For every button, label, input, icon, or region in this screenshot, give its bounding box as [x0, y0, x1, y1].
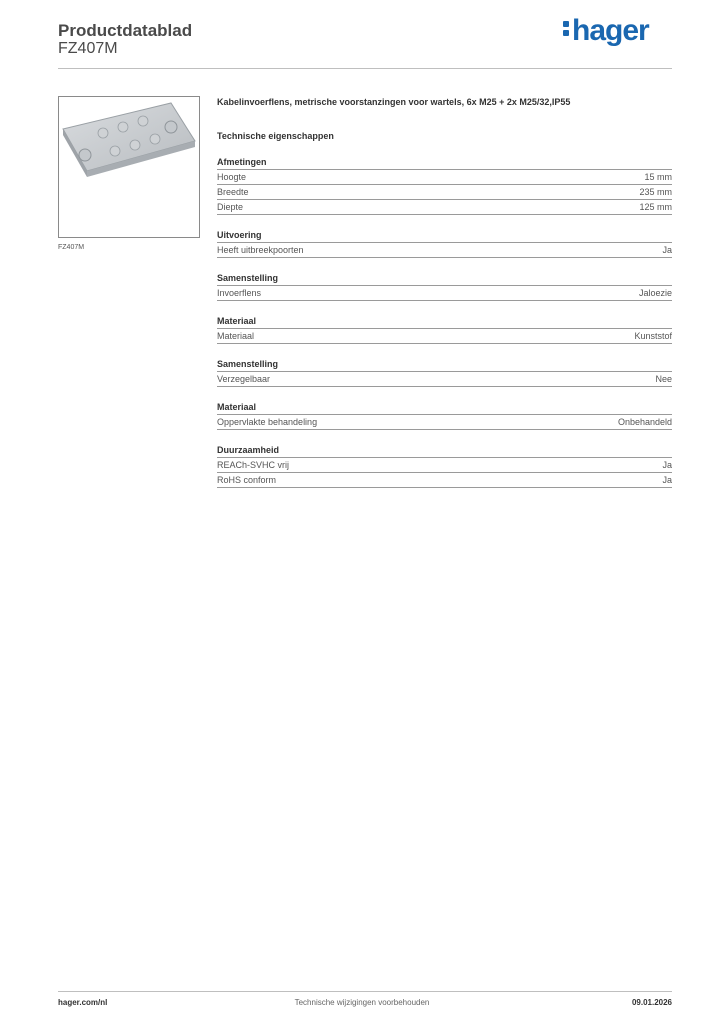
spec-row: [217, 415, 672, 430]
spec-label: Heeft uitbreekpoorten: [217, 245, 304, 255]
spec-value: 235 mm: [639, 187, 672, 197]
spec-value: Nee: [655, 374, 672, 384]
spec-row: [217, 473, 672, 488]
page-title: Productdatablad: [58, 21, 193, 40]
spec-row: [217, 243, 672, 258]
spec-section: [217, 401, 672, 430]
spec-label: Hoogte: [217, 172, 247, 182]
spec-label: Materiaal: [217, 331, 255, 341]
spec-value: Onbehandeld: [617, 417, 672, 427]
spec-value: Jaloezie: [638, 288, 672, 298]
spec-section: [217, 229, 672, 258]
spec-label: Breedte: [217, 187, 249, 197]
section-title: Duurzaamheid: [217, 444, 672, 458]
footer-website-link[interactable]: hager.com/nl: [58, 998, 108, 1007]
spec-label: Diepte: [217, 202, 244, 212]
section-title: Materiaal: [217, 315, 672, 329]
product-code: FZ407M: [58, 40, 118, 57]
spec-section: [217, 272, 672, 301]
footer-date: 09.01.2026: [631, 998, 672, 1007]
spec-value: Ja: [662, 245, 672, 255]
section-title: Afmetingen: [217, 156, 672, 170]
spec-label: REACh-SVHC vrij: [217, 460, 290, 470]
spec-section: [217, 358, 672, 387]
section-title: Uitvoering: [217, 229, 672, 243]
spec-section: [217, 444, 672, 488]
product-image: [58, 96, 200, 238]
spec-value: Ja: [662, 460, 672, 470]
logo-text: hager: [572, 14, 649, 47]
footer-notice: Technische wijzigingen voorbehouden: [294, 998, 430, 1007]
spec-row: [217, 286, 672, 301]
spec-row: [217, 200, 672, 215]
cable-entry-plate-icon: [59, 97, 199, 237]
spec-row: [217, 329, 672, 344]
product-description: Kabelinvoerflens, metrische voorstanzingen voor wartels, 6x M25 + 2x M25/32,IP55: [217, 97, 571, 107]
spec-label: Verzegelbaar: [217, 374, 271, 384]
logo-dots-icon: [563, 18, 569, 38]
spec-row: [217, 170, 672, 185]
hager-logo: [563, 14, 649, 48]
spec-label: Oppervlakte behandeling: [217, 417, 318, 427]
spec-label: Invoerflens: [217, 288, 262, 298]
spec-section: [217, 156, 672, 215]
spec-section: [217, 315, 672, 344]
image-caption: FZ407M: [58, 244, 85, 251]
header-divider: [58, 68, 672, 69]
section-title: Materiaal: [217, 401, 672, 415]
spec-row: [217, 458, 672, 473]
spec-value: 15 mm: [644, 172, 672, 182]
section-title: Samenstelling: [217, 358, 672, 372]
footer-divider: [58, 991, 672, 992]
spec-row: [217, 185, 672, 200]
spec-value: 125 mm: [639, 202, 672, 212]
technical-heading: Technische eigenschappen: [217, 131, 334, 141]
spec-value: Kunststof: [634, 331, 672, 341]
section-title: Samenstelling: [217, 272, 672, 286]
spec-content: [217, 96, 672, 488]
spec-row: [217, 372, 672, 387]
spec-value: Ja: [662, 475, 672, 485]
spec-label: RoHS conform: [217, 475, 277, 485]
